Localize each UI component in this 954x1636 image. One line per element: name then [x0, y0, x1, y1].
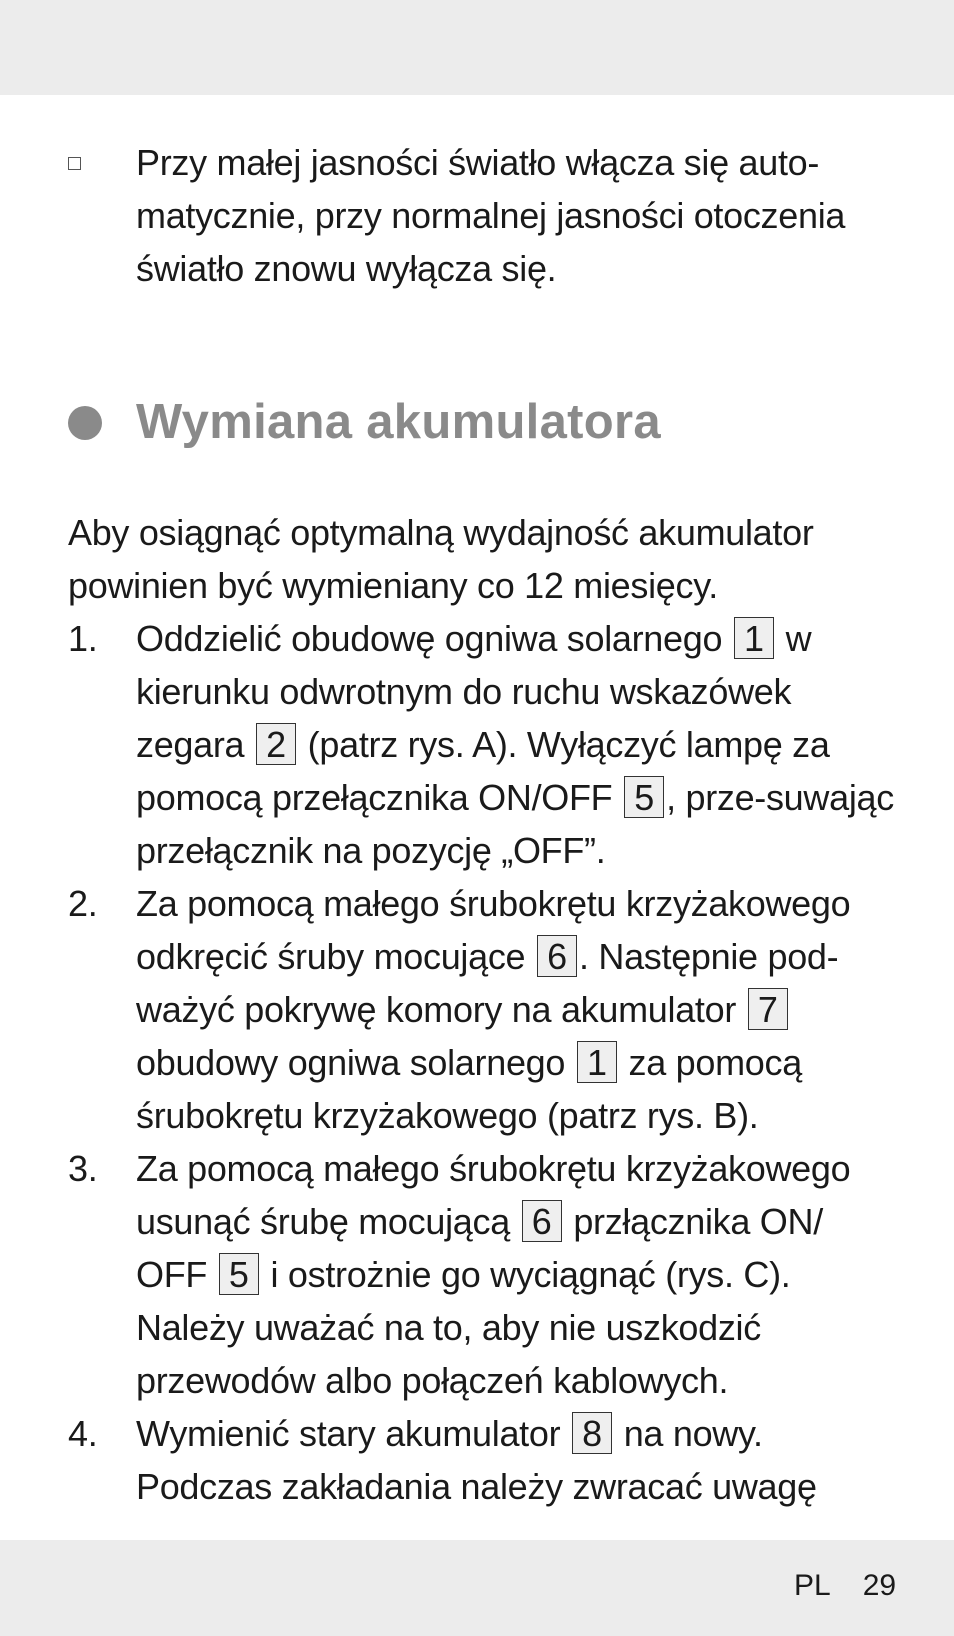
language-code: PL: [794, 1569, 831, 1602]
step-item: [68, 1142, 898, 1407]
step-text: za pomocą śrubokrętu krzyżakowego (patrz rys. B).: [136, 1042, 802, 1136]
reference-number: 7: [748, 988, 788, 1030]
step-number: 2.: [68, 883, 98, 924]
reference-number: 6: [537, 935, 577, 977]
step-text: na nowy. Podczas zakładania należy zwracać uwagę: [136, 1413, 817, 1507]
step-item: [68, 612, 898, 877]
section-title: Wymiana akumulatora: [136, 395, 661, 449]
bullet-icon: [68, 406, 102, 440]
reference-number: 8: [572, 1412, 612, 1454]
step-text: obudowy ogniwa solarnego: [136, 1042, 575, 1083]
step-text: przłącznika ON/ OFF: [136, 1201, 823, 1295]
step-text: i ostrożnie go wyciągnąć (rys. C). Należy uważać na to, aby nie uszkodzić przewodów albo połączeń kablowych.: [136, 1254, 791, 1401]
step-text: Wymienić stary akumulator: [136, 1413, 570, 1454]
step-number: 4.: [68, 1413, 98, 1454]
step-number: 3.: [68, 1148, 98, 1189]
reference-number: 5: [219, 1253, 259, 1295]
step-item: [68, 1407, 898, 1513]
step-text: (patrz rys. A). Wyłączyć lampę za pomocą przełącznika ON/OFF: [136, 724, 830, 818]
page-number: 29: [862, 1569, 897, 1602]
step-text: , prze-suwając przełącznik na pozycję „OFF”.: [136, 777, 894, 871]
reference-number: 1: [734, 617, 774, 659]
checkbox-icon: [68, 157, 81, 170]
step-text: w kierunku odwrotnym do ruchu wskazówek zegara: [136, 618, 812, 765]
step-item: [68, 877, 898, 1142]
note-item: [68, 136, 898, 295]
reference-number: 1: [577, 1041, 617, 1083]
page-footer: [794, 1568, 896, 1604]
section-intro: Aby osiągnąć optymalną wydajność akumulator powinien być wymieniany co 12 miesięcy.: [68, 512, 814, 606]
reference-number: 5: [624, 776, 664, 818]
note-text: Przy małej jasności światło włącza się auto-matycznie, przy normalnej jasności otoczenia światło znowu wyłącza się.: [136, 142, 846, 289]
header-band: [0, 0, 954, 95]
step-text: Oddzielić obudowę ogniwa solarnego: [136, 618, 732, 659]
step-text: Za pomocą małego śrubokrętu krzyżakowego usunąć śrubę mocującą: [136, 1148, 851, 1242]
step-number: 1.: [68, 618, 98, 659]
reference-number: 2: [256, 723, 296, 765]
reference-number: 6: [522, 1200, 562, 1242]
section-heading: [68, 392, 898, 452]
step-text: . Następnie pod-ważyć pokrywę komory na akumulator: [136, 936, 839, 1030]
step-text: Za pomocą małego śrubokrętu krzyżakowego odkręcić śruby mocujące: [136, 883, 851, 977]
steps-list: [68, 612, 898, 1513]
